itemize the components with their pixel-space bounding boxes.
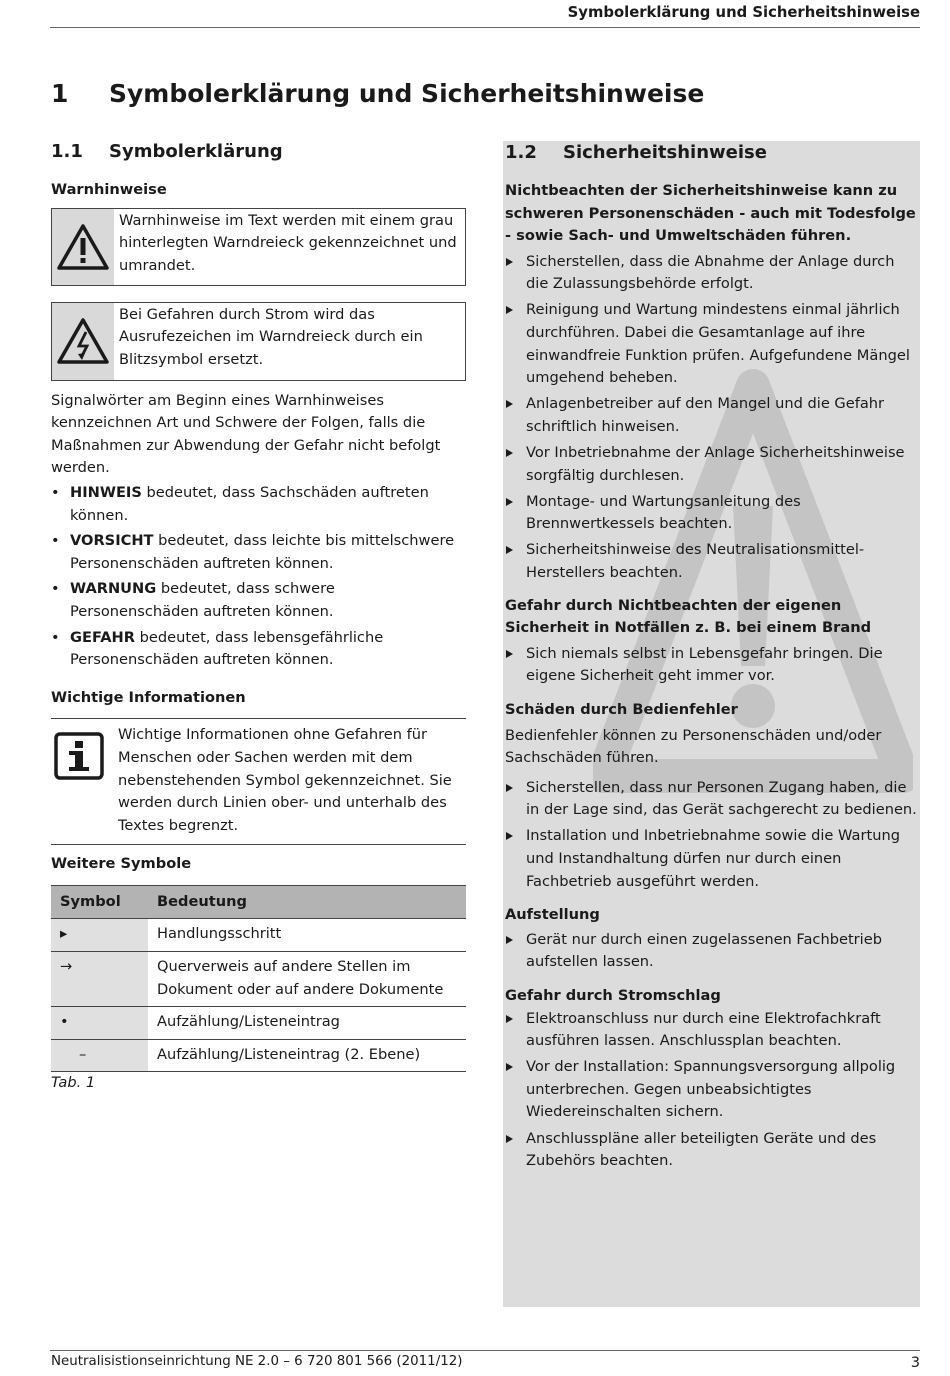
section-title-text: Sicherheitshinweise — [563, 142, 767, 163]
list-item: • WARNUNG bedeutet, dass schwere Personenschäden auftreten können. — [51, 580, 335, 620]
operating-errors-text: Bedienfehler können zu Personenschäden und/oder Sachschäden führen. — [505, 726, 882, 767]
step-marker-icon — [506, 1015, 513, 1023]
step-marker-icon — [506, 498, 513, 506]
list-item: Sich niemals selbst in Lebensgefahr bringen. Die eigene Sicherheit geht immer vor. — [505, 643, 917, 688]
operating-errors-heading: Schäden durch Bedienfehler — [505, 700, 738, 718]
list-item: Gerät nur durch einen zugelassenen Fachbetrieb aufstellen lassen. — [505, 929, 917, 974]
right-column-safety-panel — [503, 141, 920, 1307]
list-item: • VORSICHT bedeutet, dass leichte bis mittelschwere Personenschäden auftreten können. — [51, 532, 455, 572]
table-row — [51, 1039, 466, 1072]
info-heading: Wichtige Informationen — [51, 688, 246, 706]
symbol-cell: – — [51, 1039, 148, 1072]
warning-triangle-icon — [52, 209, 114, 285]
signal-word-text: bedeutet, dass lebensgefährliche Personenschäden auftreten können. — [70, 628, 384, 669]
list-item: Sicherstellen, dass die Abnahme der Anlage durch die Zulassungsbehörde erfolgt. — [505, 251, 917, 296]
header-divider — [50, 27, 920, 28]
column-header: Bedeutung — [148, 885, 466, 919]
chapter-title — [51, 78, 704, 110]
emergency-list — [505, 643, 917, 688]
step-marker-icon — [506, 306, 513, 314]
list-item: Elektroanschluss nur durch eine Elektrofachkraft ausführen lassen. Anschlussplan beachten. — [505, 1008, 917, 1053]
setup-list — [505, 929, 917, 974]
list-item: Installation und Inbetriebnahme sowie die Wartung und Instandhaltung dürfen nur durch einen Fachbetrieb ausgeführt werden. — [505, 825, 917, 893]
meaning-cell: Aufzählung/Listeneintrag (2. Ebene) — [148, 1039, 466, 1072]
step-marker-icon — [506, 449, 513, 457]
electric-shock-list — [505, 1008, 917, 1173]
chapter-number: 1 — [51, 79, 69, 108]
signal-word-text: bedeutet, dass schwere Personenschäden auftreten können. — [70, 580, 335, 620]
list-item: • GEFAHR bedeutet, dass lebensgefährliche Personenschäden auftreten können. — [51, 628, 384, 669]
list-item: • HINWEIS bedeutet, dass Sachschäden auftreten können. — [51, 483, 429, 524]
signal-word-list — [51, 482, 466, 672]
step-marker-icon — [506, 400, 513, 408]
section-1-2-title — [505, 141, 917, 165]
chapter-title-text: Symbolerklärung und Sicherheitshinweise — [109, 79, 705, 108]
list-item: Sicherstellen, dass nur Personen Zugang haben, die in der Lage sind, das Gerät sachgerecht zu bedienen. — [505, 777, 917, 822]
page-number: 3 — [910, 1354, 920, 1371]
warnings-heading: Warnhinweise — [51, 181, 167, 198]
meaning-cell: Handlungsschritt — [148, 919, 466, 952]
signal-word: VORSICHT — [70, 532, 154, 550]
list-item: Anschlusspläne aller beteiligten Geräte und des Zubehörs beachten. — [505, 1128, 917, 1173]
warning-box-electric — [51, 302, 466, 381]
warning-box-text: Bei Gefahren durch Strom wird das Ausrufezeichen im Warndreieck durch ein Blitzsymbol ersetzt. — [119, 305, 423, 368]
signal-word-text: bedeutet, dass leichte bis mittelschwere Personenschäden auftreten können. — [70, 532, 455, 572]
emergency-heading: Gefahr durch Nichtbeachten der eigenen Sicherheit in Notfällen z. B. bei einem Brand — [505, 596, 872, 637]
section-title-text: Symbolerklärung — [109, 141, 283, 162]
column-header: Symbol — [51, 885, 148, 919]
signal-word: HINWEIS — [70, 483, 142, 501]
left-column — [51, 140, 466, 1095]
list-item: Reinigung und Wartung mindestens einmal jährlich durchführen. Dabei die Gesamtanlage auf ihre einwandfreie Funktion prüfen. Aufgefundene Mängel umgehend beheben. — [505, 299, 917, 389]
symbol-cell: → — [51, 952, 148, 1007]
safety-general-list — [505, 251, 917, 585]
signal-word-text: bedeutet, dass Sachschäden auftreten können. — [70, 483, 429, 524]
step-marker-icon — [506, 650, 513, 658]
step-marker-icon — [506, 936, 513, 944]
operating-errors-list — [505, 777, 917, 893]
step-marker-icon — [506, 546, 513, 554]
step-marker-icon — [506, 258, 513, 266]
signal-word: WARNUNG — [70, 580, 157, 598]
setup-heading: Aufstellung — [505, 906, 600, 924]
table-row — [51, 919, 466, 952]
list-item: Vor der Installation: Spannungsversorgung allpolig unterbrechen. Gegen unbeabsichtigtes Wiedereinschalten sichern. — [505, 1056, 917, 1124]
symbol-cell: • — [51, 1007, 148, 1040]
table-caption: Tab. 1 — [51, 1074, 96, 1092]
meaning-cell: Querverweis auf andere Stellen im Dokument oder auf andere Dokumente — [148, 952, 466, 1007]
signal-words-intro: Signalwörter am Beginn eines Warnhinweises kennzeichnen Art und Schwere der Folgen, falls die Maßnahmen zur Abwendung der Gefahr nicht befolgt werden. — [51, 391, 441, 477]
more-symbols-heading: Weitere Symbole — [51, 855, 192, 873]
table-row — [51, 952, 466, 1007]
meaning-cell: Aufzählung/Listeneintrag — [148, 1007, 466, 1040]
warning-box-text: Warnhinweise im Text werden mit einem grau hinterlegten Warndreieck gekennzeichnet und umrandet. — [119, 211, 457, 274]
list-item: Montage- und Wartungsanleitung des Brennwertkessels beachten. — [505, 491, 917, 536]
info-icon — [51, 724, 113, 837]
running-header: Symbolerklärung und Sicherheitshinweise — [567, 4, 920, 21]
section-number: 1.2 — [505, 142, 537, 163]
section-number: 1.1 — [51, 141, 83, 162]
electric-shock-heading: Gefahr durch Stromschlag — [505, 987, 721, 1004]
list-item: Vor Inbetriebnahme der Anlage Sicherheitshinweise sorgfältig durchlesen. — [505, 442, 917, 487]
symbol-cell: ▸ — [51, 919, 148, 952]
table-row — [51, 1007, 466, 1040]
step-marker-icon — [506, 1135, 513, 1143]
list-item: Anlagenbetreiber auf den Mangel und die Gefahr schriftlich hinweisen. — [505, 393, 917, 438]
safety-intro: Nichtbeachten der Sicherheitshinweise kann zu schweren Personenschäden - auch mit Todesfolge - sowie Sach- und Umweltschäden führen. — [505, 182, 916, 245]
signal-word: GEFAHR — [70, 628, 135, 646]
footer-document-id: Neutralisistionseinrichtung NE 2.0 – 6 720 801 566 (2011/12) — [51, 1354, 463, 1369]
lightning-triangle-icon — [52, 303, 114, 380]
step-marker-icon — [506, 832, 513, 840]
table-header-row — [51, 885, 466, 919]
step-marker-icon — [506, 784, 513, 792]
info-box-text: Wichtige Informationen ohne Gefahren für Menschen oder Sachen werden mit dem nebenstehenden Symbol gekennzeichnet. Sie werden durch Linien ober- und unterhalb des Textes begrenzt. — [118, 726, 452, 834]
info-box — [51, 718, 466, 845]
step-marker-icon — [506, 1063, 513, 1071]
section-1-1-title — [51, 140, 466, 164]
list-item: Sicherheitshinweise des Neutralisationsmittel-Herstellers beachten. — [505, 539, 917, 584]
symbols-table — [51, 885, 466, 1073]
warning-box-general — [51, 208, 466, 286]
